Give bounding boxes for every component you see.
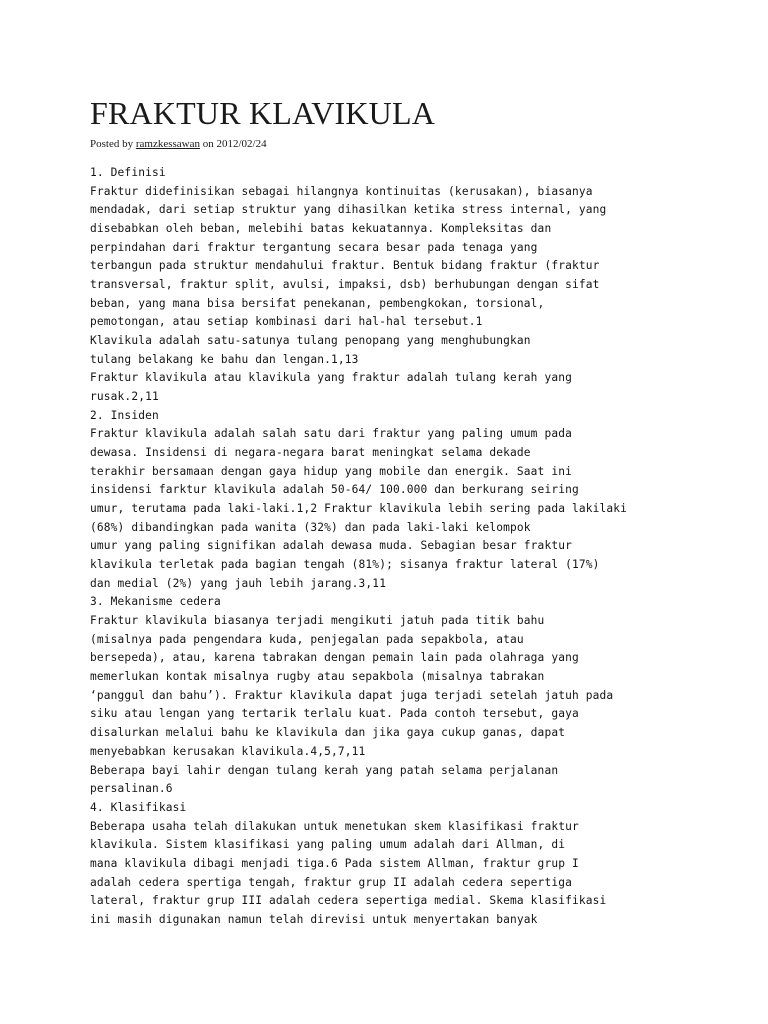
byline-prefix: Posted by bbox=[90, 138, 134, 150]
body-line: beban, yang mana bisa bersifat penekanan, pembengkokan, torsional, bbox=[90, 296, 545, 310]
body-line: mendadak, dari setiap struktur yang dihasilkan ketika stress internal, yang bbox=[90, 203, 607, 217]
body-line: Fraktur klavikula biasanya terjadi mengikuti jatuh pada titik bahu bbox=[90, 614, 545, 628]
body-line: dewasa. Insidensi di negara-negara barat meningkat selama dekade bbox=[90, 446, 531, 460]
body-line: disalurkan melalui bahu ke klavikula dan jika gaya cukup ganas, dapat bbox=[90, 726, 566, 740]
article-title: FRAKTUR KLAVIKULA bbox=[90, 95, 436, 131]
body-line: ini masih digunakan namun telah direvisi untuk menyertakan banyak bbox=[90, 912, 538, 926]
body-line: tulang belakang ke bahu dan lengan.1,13 bbox=[90, 352, 359, 366]
body-line: siku atau lengan yang tertarik terlalu kuat. Pada contoh tersebut, gaya bbox=[90, 707, 579, 721]
body-line: transversal, fraktur split, avulsi, impaksi, dsb) berhubungan dengan sifat bbox=[90, 278, 600, 292]
body-line: menyebabkan kerusakan klavikula.4,5,7,11 bbox=[90, 744, 366, 758]
body-line: bersepeda), atau, karena tabrakan dengan pemain lain pada olahraga yang bbox=[90, 651, 579, 665]
body-line: Fraktur klavikula adalah salah satu dari fraktur yang paling umum pada bbox=[90, 427, 572, 441]
body-line: Fraktur didefinisikan sebagai hilangnya kontinuitas (kerusakan), biasanya bbox=[90, 184, 593, 198]
body-line: (misalnya pada pengendara kuda, penjegalan pada sepakbola, atau bbox=[90, 632, 524, 646]
body-line: pemotongan, atau setiap kombinasi dari hal-hal tersebut.1 bbox=[90, 315, 483, 329]
body-line: 1. Definisi bbox=[90, 166, 166, 179]
author-link[interactable]: ramzkessawan bbox=[135, 138, 200, 150]
post-date: 2012/02/24 bbox=[216, 138, 267, 150]
body-line: umur, terutama pada laki-laki.1,2 Fraktur klavikula lebih sering pada lakilaki bbox=[90, 502, 628, 516]
body-line: perpindahan dari fraktur tergantung secara besar pada tenaga yang bbox=[90, 240, 538, 254]
body-line: dan medial (2%) yang jauh lebih jarang.3,11 bbox=[90, 576, 387, 590]
body-line: 3. Mekanisme cedera bbox=[90, 595, 221, 609]
body-line: ‘panggul dan bahu’). Fraktur klavikula dapat juga terjadi setelah jatuh pada bbox=[90, 688, 614, 702]
body-line: 4. Klasifikasi bbox=[90, 800, 187, 814]
body-line: insidensi farktur klavikula adalah 50-64/ 100.000 dan berkurang seiring bbox=[90, 483, 579, 497]
body-line: rusak.2,11 bbox=[90, 390, 159, 404]
body-line: Beberapa usaha telah dilakukan untuk menetukan skem klasifikasi fraktur bbox=[90, 819, 579, 833]
body-line: klavikula. Sistem klasifikasi yang paling umum adalah dari Allman, di bbox=[90, 838, 566, 852]
body-line: klavikula terletak pada bagian tengah (81%); sisanya fraktur lateral (17%) bbox=[90, 558, 600, 572]
article-body bbox=[90, 164, 690, 930]
body-line: (68%) dibandingkan pada wanita (32%) dan pada laki-laki kelompok bbox=[90, 520, 531, 534]
body-line: Klavikula adalah satu-satunya tulang penopang yang menghubungkan bbox=[90, 334, 531, 348]
body-line: disebabkan oleh beban, melebihi batas kekuatannya. Kompleksitas dan bbox=[90, 222, 552, 236]
body-line: terbangun pada struktur mendahului fraktur. Bentuk bidang fraktur (fraktur bbox=[90, 259, 600, 273]
body-line: Beberapa bayi lahir dengan tulang kerah yang patah selama perjalanan bbox=[90, 763, 559, 777]
body-line: mana klavikula dibagi menjadi tiga.6 Pada sistem Allman, fraktur grup I bbox=[90, 856, 579, 870]
article-byline bbox=[90, 138, 267, 150]
body-line: persalinan.6 bbox=[90, 782, 173, 796]
body-line: memerlukan kontak misalnya rugby atau sepakbola (misalnya tabrakan bbox=[90, 670, 545, 684]
body-line: umur yang paling signifikan adalah dewasa muda. Sebagian besar fraktur bbox=[90, 539, 572, 553]
body-line: terakhir bersamaan dengan gaya hidup yang mobile dan energik. Saat ini bbox=[90, 464, 572, 478]
body-line: 2. Insiden bbox=[90, 408, 159, 422]
body-line: adalah cedera spertiga tengah, fraktur grup II adalah cedera sepertiga bbox=[90, 875, 572, 889]
body-line: lateral, fraktur grup III adalah cedera sepertiga medial. Skema klasifikasi bbox=[90, 894, 607, 908]
byline-on: on bbox=[202, 138, 214, 150]
body-line: Fraktur klavikula atau klavikula yang fraktur adalah tulang kerah yang bbox=[90, 371, 572, 385]
